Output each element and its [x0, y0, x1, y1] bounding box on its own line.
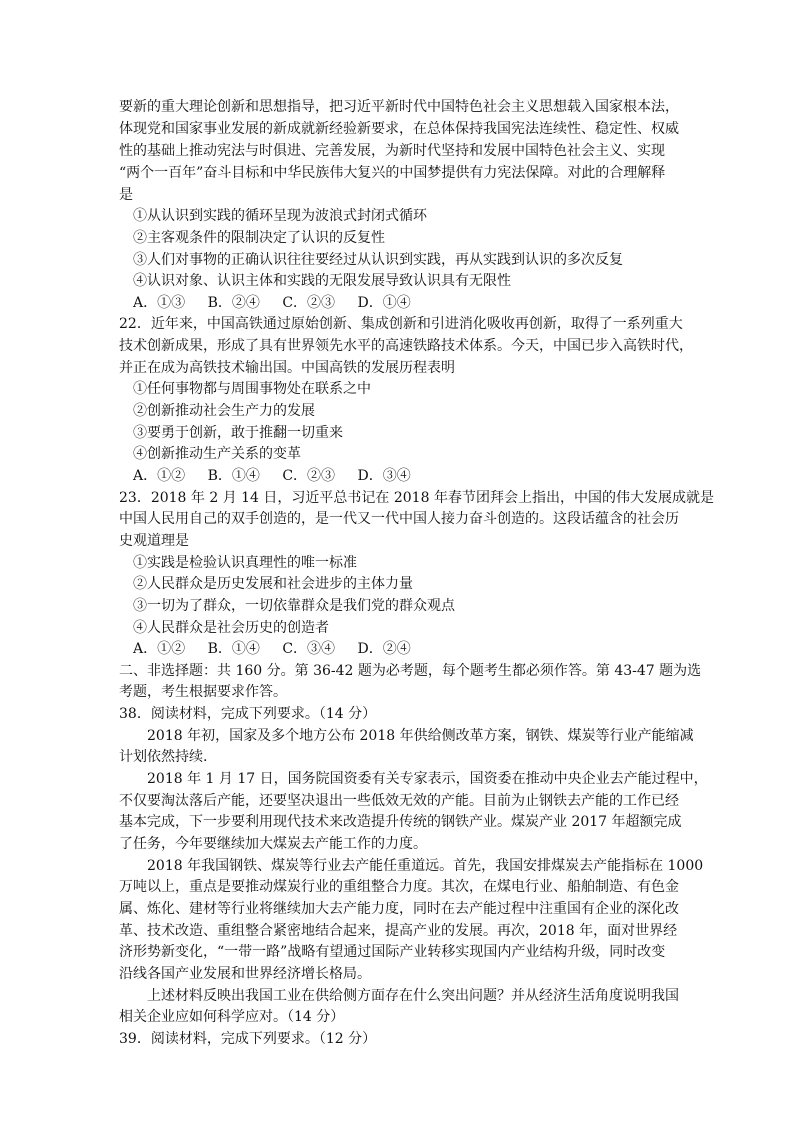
q21-options [133, 292, 713, 314]
option-d: D．③④ [357, 468, 411, 484]
option-d: D．②④ [357, 641, 411, 657]
q38-para1: 计划依然持续. [119, 749, 208, 765]
q22-item: ③要勇于创新，敢于推翻一切重来 [133, 425, 343, 441]
q21-item: ①从认识到实践的循环呈现为波浪式封闭式循环 [133, 208, 427, 224]
option-b: B．①④ [207, 468, 260, 484]
option-a: A．①③ [133, 295, 186, 311]
q23-stem: 中国人民用自己的双手创造的，是一代又一代中国人接力奋斗创造的。这段话蕴含的社会历 [119, 511, 679, 527]
q22-stem: 并正在成为高铁技术输出国。中国高铁的发展历程表明 [119, 360, 455, 376]
option-c: C．②③ [282, 468, 336, 484]
q38-para2: 2018 年 1 月 17 日，国务院国资委有关专家表示，国资委在推动中央企业去产能过程中， [147, 771, 708, 787]
q39-title: 39．阅读材料，完成下列要求。（12 分） [119, 1031, 377, 1047]
q38-question: 相关企业应如何科学应对。（14 分） [119, 1009, 345, 1025]
intro-line: “两个一百年”奋斗目标和中华民族伟大复兴的中国梦提供有力宪法保障。对此的合理解释 [119, 165, 666, 181]
option-b: B．①④ [207, 641, 260, 657]
q38-para2: 基本完成，下一步要利用现代技术来改造提升传统的钢铁产业。煤炭产业 2017 年超额完成 [119, 814, 682, 830]
q38-title: 38．阅读材料，完成下列要求。（14 分） [119, 706, 377, 722]
option-c: C．②③ [282, 295, 336, 311]
q38-para3: 济形势新变化，“一带一路”战略有望通过国际产业转移实现国内产业结构升级，同时改变 [119, 944, 666, 960]
q38-para3: 属、炼化、建材等行业将继续加大去产能力度，同时在去产能过程中注重国有企业的深化改 [119, 901, 679, 917]
q23-stem: 23．2018 年 2 月 14 日，习近平总书记在 2018 年春节团拜会上指出，中国的伟大发展成就是 [119, 490, 714, 506]
q21-item: ③人们对事物的正确认识往往要经过从认识到实践，再从实践到认识的多次反复 [133, 252, 623, 268]
q38-para3: 革、技术改造、重组整合紧密地结合起来，提高产业的发展。再次，2018 年，面对世界经 [119, 923, 678, 939]
q38-question: 上述材料反映出我国工业在供给侧方面存在什么突出问题？并从经济生活角度说明我国 [147, 988, 679, 1004]
intro-line: 体现党和国家事业发展的新成就新经验新要求，在总体保持我国宪法连续性、稳定性、权威 [119, 121, 679, 137]
intro-line: 性的基础上推动宪法与时俱进、完善发展，为新时代坚持和发展中国特色社会主义、实现 [119, 143, 665, 159]
q38-para1: 2018 年初，国家及多个地方公布 2018 年供给侧改革方案，钢铁、煤炭等行业产能缩减 [147, 728, 694, 744]
option-d: D．①④ [357, 295, 411, 311]
intro-line: 是 [119, 187, 133, 203]
q23-item: ④人民群众是社会历史的创造者 [133, 620, 329, 636]
q23-item: ③一切为了群众，一切依靠群众是我们党的群众观点 [133, 598, 455, 614]
q21-item: ②主客观条件的限制决定了认识的反复性 [133, 230, 385, 246]
q38-para3: 2018 年我国钢铁、煤炭等行业去产能任重道远。首先，我国安排煤炭去产能指标在 1000 [147, 858, 704, 874]
q23-options [133, 638, 713, 660]
section-heading: 考题，考生根据要求作答。 [119, 684, 287, 700]
q38-para3: 沿线各国产业发展和世界经济增长格局。 [119, 966, 371, 982]
q22-item: ②创新推动社会生产力的发展 [133, 403, 315, 419]
option-a: A．①② [133, 468, 186, 484]
option-b: B．②④ [207, 295, 260, 311]
q22-options [133, 465, 713, 487]
q38-para2: 不仅要淘汰落后产能，还要坚决退出一些低效无效的产能。目前为止钢铁去产能的工作已经 [119, 793, 679, 809]
q22-item: ①任何事物都与周围事物处在联系之中 [133, 381, 371, 397]
option-a: A．①② [133, 641, 186, 657]
q21-item: ④认识对象、认识主体和实践的无限发展导致认识具有无限性 [133, 273, 511, 289]
q38-para3: 万吨以上，重点是要推动煤炭行业的重组整合力度。其次，在煤电行业、船舶制造、有色金 [119, 879, 679, 895]
q22-stem: 技术创新成果，形成了具有世界领先水平的高速铁路技术体系。今天，中国已步入高铁时代， [119, 338, 693, 354]
intro-line: 要新的重大理论创新和思想指导，把习近平新时代中国特色社会主义思想载入国家根本法， [119, 99, 679, 115]
q22-stem: 22．近年来，中国高铁通过原始创新、集成创新和引进消化吸收再创新，取得了一系列重大 [119, 316, 683, 332]
q22-item: ④创新推动生产关系的变革 [133, 446, 301, 462]
q23-stem: 史观道理是 [119, 533, 189, 549]
q23-item: ①实践是检验认识真理性的唯一标准 [133, 555, 357, 571]
q23-item: ②人民群众是历史发展和社会进步的主体力量 [133, 576, 413, 592]
section-heading: 二、非选择题：共 160 分。第 36-42 题为必考题，每个题考生都必须作答。第 43-47 题为选 [119, 663, 702, 679]
option-c: C．③④ [282, 641, 336, 657]
q38-para2: 了任务，今年要继续加大煤炭去产能工作的力度。 [119, 836, 427, 852]
